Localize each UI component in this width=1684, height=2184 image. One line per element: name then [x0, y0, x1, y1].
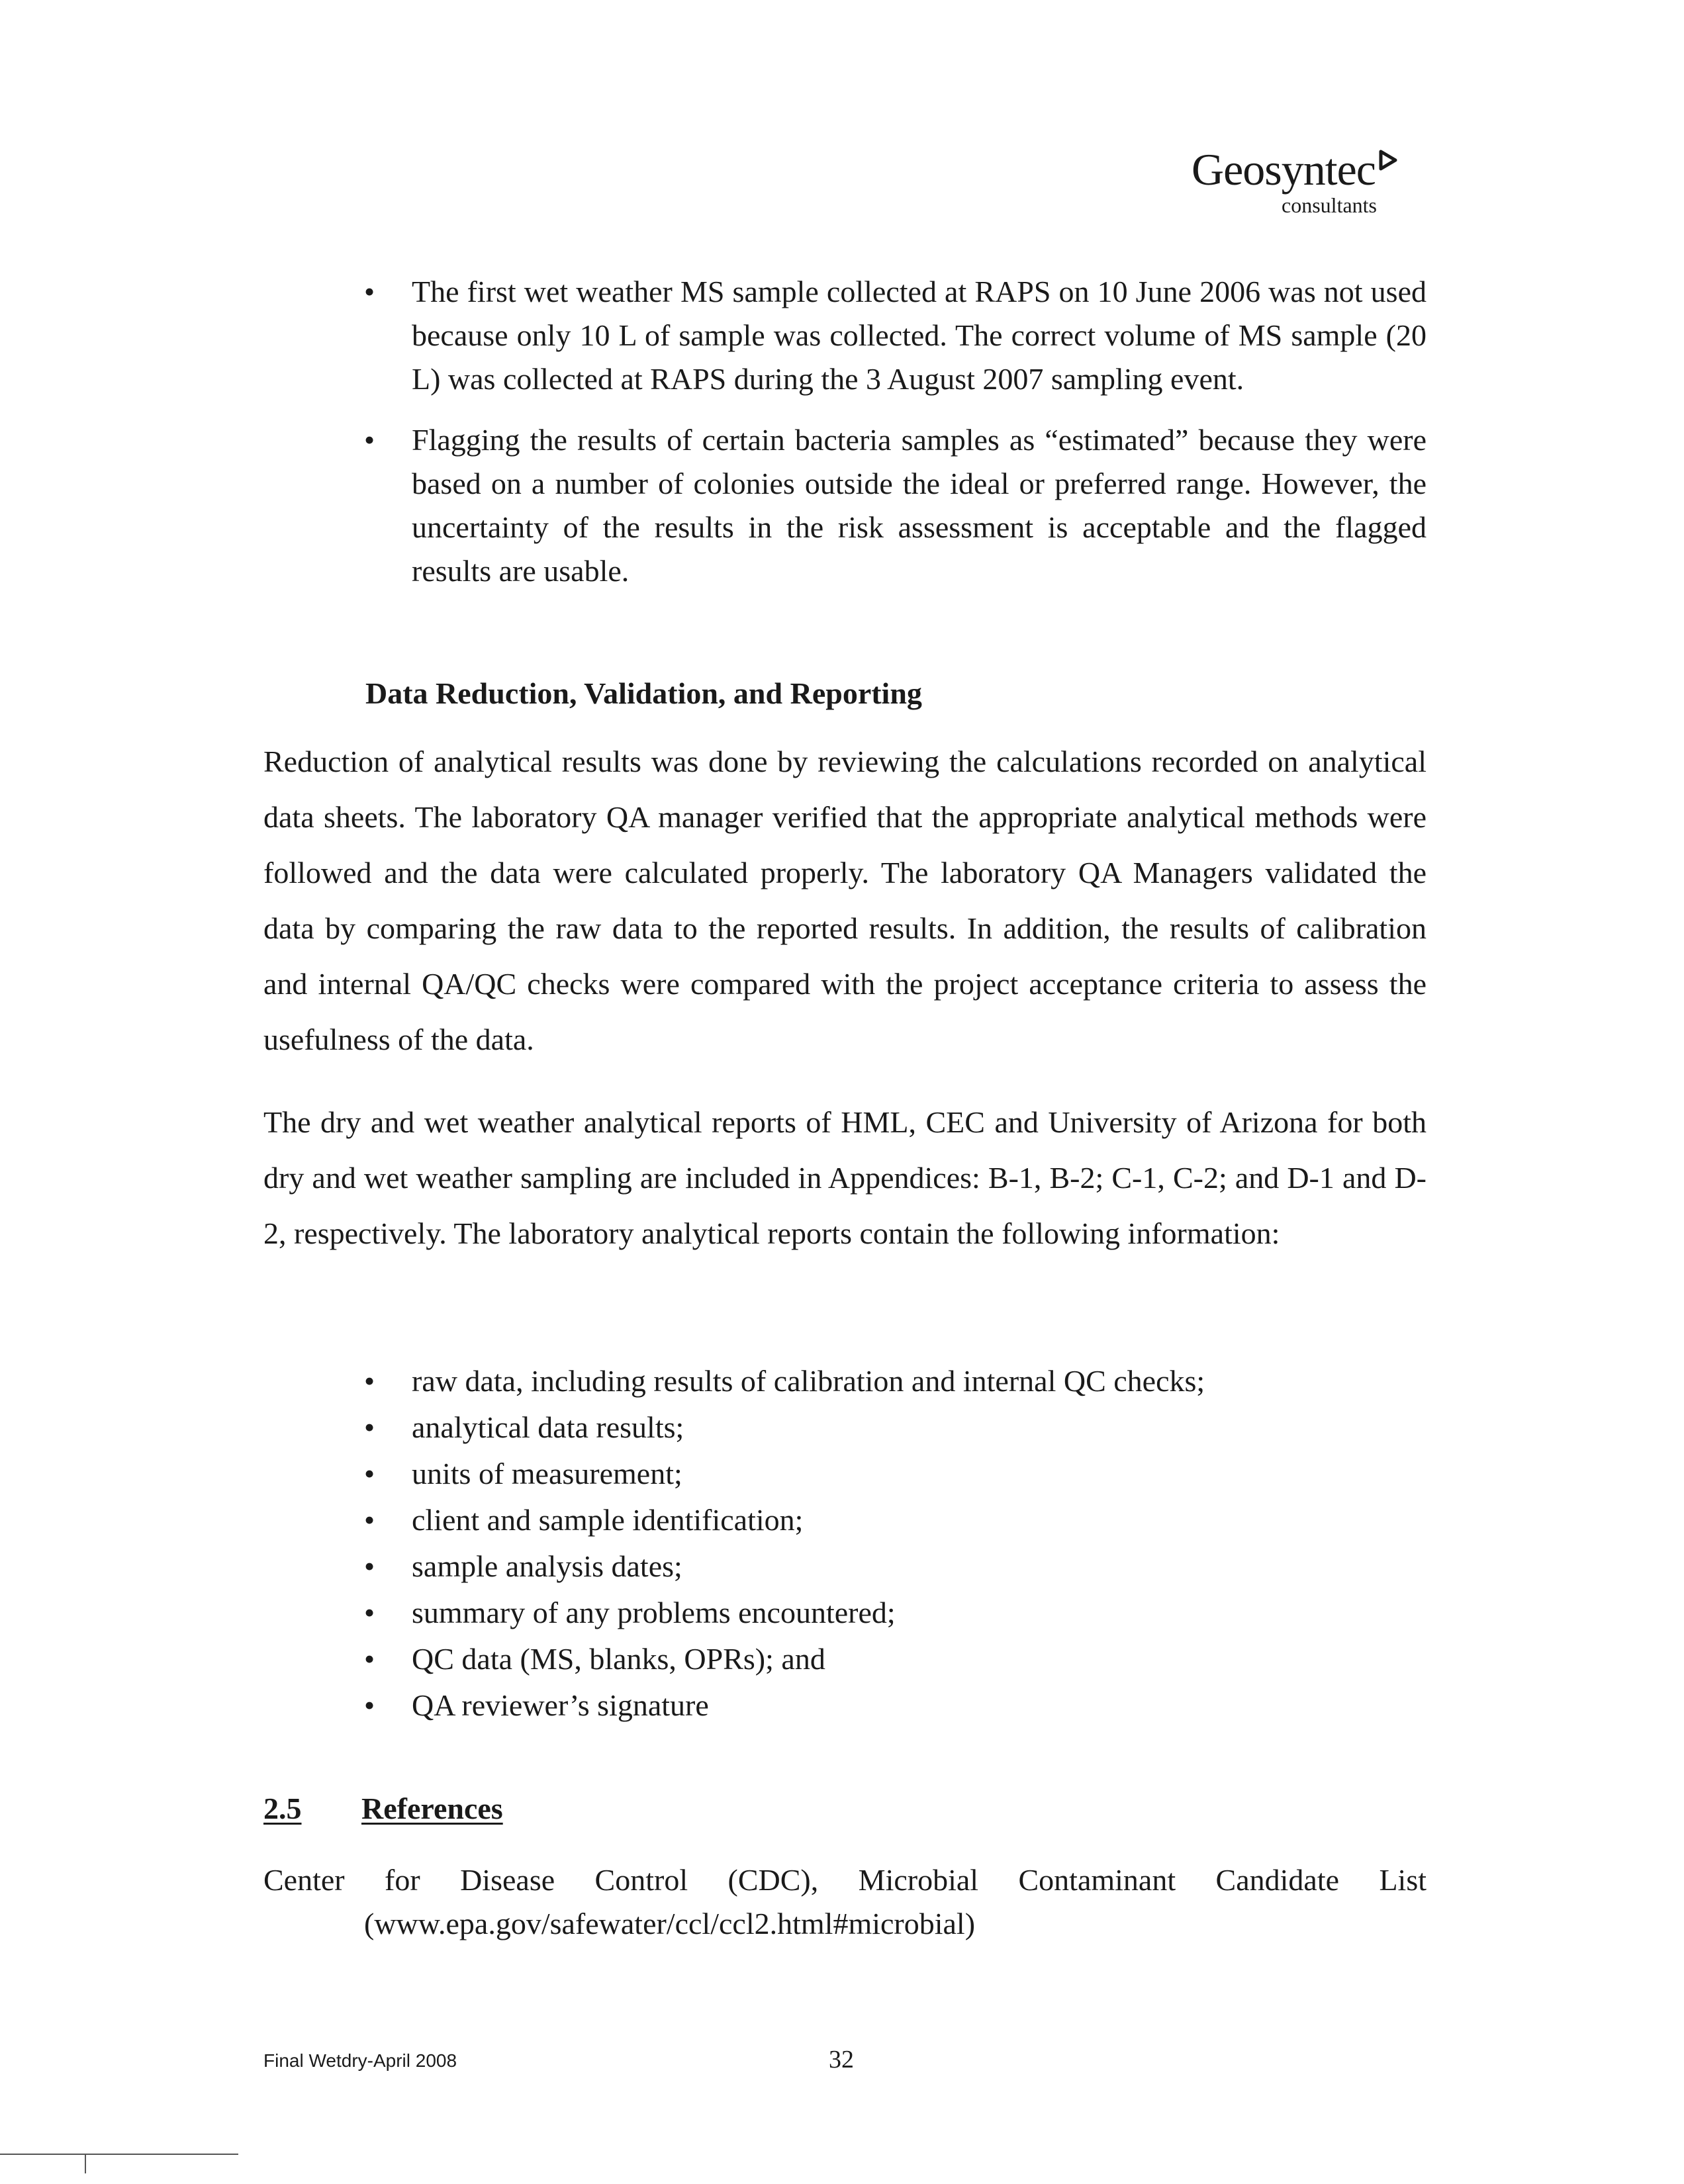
reference-citation: Center for Disease Control (CDC), Microbial Contaminant Candidate List [263, 1863, 1427, 1897]
logo-triangle-icon [1378, 150, 1398, 171]
list-item: • analytical data results; [351, 1404, 1410, 1451]
list-item: • QA reviewer’s signature [351, 1682, 1410, 1729]
section-title: References [361, 1792, 503, 1825]
bullet-icon: • [364, 1457, 375, 1490]
bullet-icon: • [364, 423, 375, 457]
footer-document-label: Final Wetdry-April 2008 [263, 2050, 457, 2071]
list-item: • summary of any problems encountered; [351, 1590, 1410, 1636]
subheading: Data Reduction, Validation, and Reporting [365, 676, 922, 710]
paragraph: The dry and wet weather analytical reports of HML, CEC and University of Arizona for both dry and wet weather sampling are included in Appendices: B-1, B-2; C-1, C-2; and D-1 and D-2, respectively. The laboratory analytical reports contain the following information: [263, 1105, 1427, 1250]
bullet-icon: • [364, 1503, 375, 1537]
reference-url: (www.epa.gov/safewater/ccl/ccl2.html#microbial) [364, 1907, 976, 1940]
list-item: • client and sample identification; [351, 1497, 1410, 1543]
page-number: 32 [829, 2046, 854, 2073]
bullet-icon: • [364, 1410, 375, 1444]
paragraph: Reduction of analytical results was done by reviewing the calculations recorded on analytical data sheets. The laboratory QA manager verified that the appropriate analytical methods were followed and the data were calculated properly. The laboratory QA Managers validated the data by comparing the raw data to the reported results. In addition, the results of calibration and internal QA/QC checks were compared with the project acceptance criteria to assess the usefulness of the data. [263, 745, 1427, 1056]
list-item: • units of measurement; [351, 1451, 1410, 1497]
list-item: • sample analysis dates; [351, 1543, 1410, 1590]
bullet-icon: • [364, 1596, 375, 1629]
bullet-icon: • [364, 1364, 375, 1398]
list-item: • QC data (MS, blanks, OPRs); and [351, 1636, 1410, 1682]
scan-artifact-line [0, 2154, 238, 2155]
bullet-icon: • [364, 1549, 375, 1583]
bullet-icon: • [364, 1642, 375, 1676]
list-item: • Flagging the results of certain bacteria samples as “estimated” because they were based on a number of colonies outside the ideal or preferred range. However, the uncertainty of the results in the risk assessment is acceptable and the flagged results are usable. [351, 418, 1427, 593]
company-logo [1191, 144, 1398, 217]
list-item: • The first wet weather MS sample collected at RAPS on 10 June 2006 was not used because only 10 L of sample was collected. The correct volume of MS sample (20 L) was collected at RAPS during the 3 August 2007 sampling event. [351, 270, 1427, 401]
bullet-icon: • [364, 275, 375, 308]
top-bullet-list [351, 270, 1427, 610]
section-number: 2.5 [263, 1792, 302, 1825]
section-heading [263, 1787, 503, 1831]
logo-subtitle: consultants [1282, 193, 1377, 217]
reference-entry [263, 1858, 1427, 1946]
scan-artifact-tick [85, 2154, 86, 2173]
list-item: • raw data, including results of calibration and internal QC checks; [351, 1358, 1410, 1404]
report-contents-list [351, 1358, 1410, 1729]
bullet-icon: • [364, 1688, 375, 1722]
logo-name: Geosyntec [1191, 144, 1376, 195]
